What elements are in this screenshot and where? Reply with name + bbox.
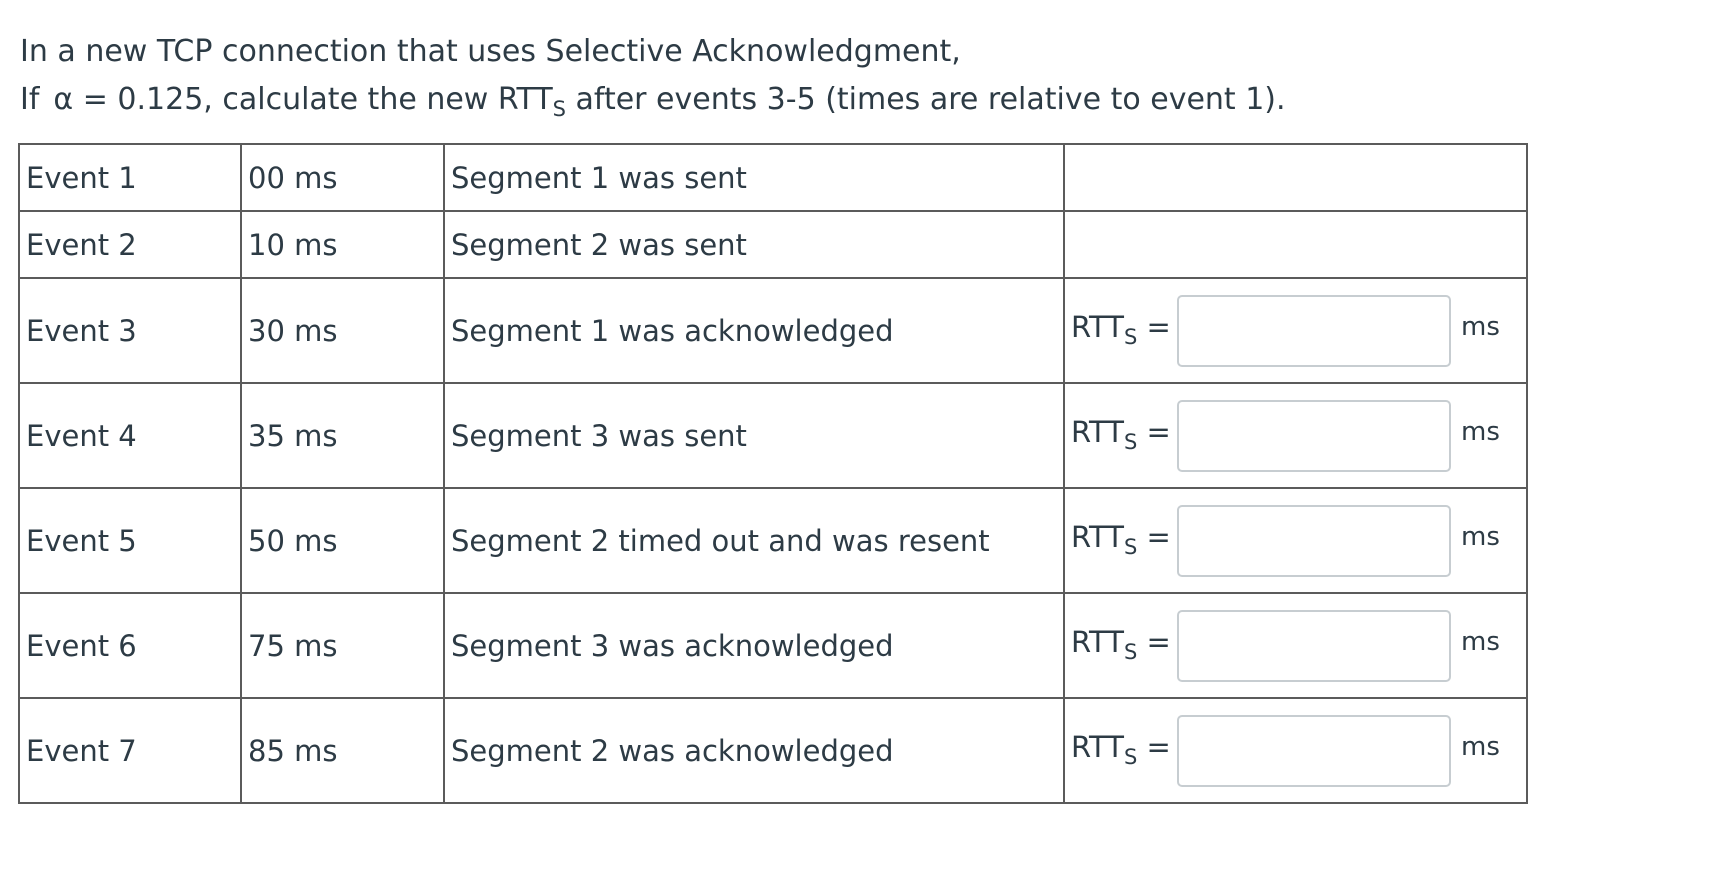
answer-cell: [1064, 488, 1527, 593]
event-time: 00 ms: [241, 144, 444, 211]
rtt-label: [1071, 519, 1177, 559]
rtt-equals: =: [1137, 309, 1171, 344]
events-table: [18, 143, 1528, 804]
event-time: 50 ms: [241, 488, 444, 593]
rtt-label-subscript: S: [1123, 534, 1138, 559]
ms-unit-label: ms: [1461, 626, 1500, 657]
table-row: [19, 144, 1527, 211]
question-alpha: α = 0.125, calculate the new RTT: [53, 82, 553, 117]
ms-unit-label: ms: [1461, 731, 1500, 762]
question-suffix: after events 3-5 (times are relative to event 1).: [566, 82, 1286, 117]
event-description: Segment 3 was acknowledged: [444, 593, 1064, 698]
table-row: [19, 383, 1527, 488]
rtt-answer-group: [1065, 699, 1526, 802]
answer-cell: [1064, 383, 1527, 488]
table-row: [19, 278, 1527, 383]
rtt-answer-input-event-7[interactable]: [1177, 715, 1451, 787]
event-time: 85 ms: [241, 698, 444, 803]
rtt-answer-input-event-3[interactable]: [1177, 295, 1451, 367]
event-name: Event 4: [19, 383, 241, 488]
rtt-equals: =: [1137, 414, 1171, 449]
event-description: Segment 3 was sent: [444, 383, 1064, 488]
rtt-answer-group: [1065, 594, 1526, 697]
event-description: Segment 2 was acknowledged: [444, 698, 1064, 803]
rtt-label-text: RTT: [1071, 414, 1124, 449]
rtt-label-subscript: S: [1123, 744, 1138, 769]
rtt-answer-group: [1065, 489, 1526, 592]
rtt-label-text: RTT: [1071, 309, 1124, 344]
rtt-equals: =: [1137, 729, 1171, 764]
rtt-answer-input-event-6[interactable]: [1177, 610, 1451, 682]
event-name: Event 3: [19, 278, 241, 383]
answer-cell: [1064, 278, 1527, 383]
ms-unit-label: ms: [1461, 311, 1500, 342]
event-time: 35 ms: [241, 383, 444, 488]
rtt-label-text: RTT: [1071, 519, 1124, 554]
question-if: If: [20, 82, 40, 117]
rtt-equals: =: [1137, 519, 1171, 554]
event-time: 30 ms: [241, 278, 444, 383]
ms-unit-label: ms: [1461, 416, 1500, 447]
event-description: Segment 1 was acknowledged: [444, 278, 1064, 383]
rtt-label-subscript: S: [1123, 324, 1138, 349]
table-row: [19, 488, 1527, 593]
event-name: Event 5: [19, 488, 241, 593]
ms-unit-label: ms: [1461, 521, 1500, 552]
event-name: Event 6: [19, 593, 241, 698]
question-line-2: [20, 76, 1286, 124]
rtt-label-subscript: S: [1123, 429, 1138, 454]
rtt-answer-input-event-4[interactable]: [1177, 400, 1451, 472]
event-description: Segment 2 was sent: [444, 211, 1064, 278]
event-time: 10 ms: [241, 211, 444, 278]
rtt-answer-group: [1065, 384, 1526, 487]
event-description: Segment 2 timed out and was resent: [444, 488, 1064, 593]
empty-answer-cell: [1064, 144, 1527, 211]
event-name: Event 2: [19, 211, 241, 278]
event-description: Segment 1 was sent: [444, 144, 1064, 211]
rtt-label-text: RTT: [1071, 624, 1124, 659]
rtt-label: [1071, 414, 1177, 454]
rtt-answer-group: [1065, 279, 1526, 382]
answer-cell: [1064, 593, 1527, 698]
event-time: 75 ms: [241, 593, 444, 698]
table-row: [19, 211, 1527, 278]
rtt-label-text: RTT: [1071, 729, 1124, 764]
answer-cell: [1064, 698, 1527, 803]
question-line-1: In a new TCP connection that uses Selective Acknowledgment,: [20, 34, 961, 69]
table-row: [19, 698, 1527, 803]
empty-answer-cell: [1064, 211, 1527, 278]
question-rtt-subscript: S: [552, 97, 566, 121]
event-name: Event 1: [19, 144, 241, 211]
rtt-equals: =: [1137, 624, 1171, 659]
rtt-label: [1071, 624, 1177, 664]
rtt-label: [1071, 309, 1177, 349]
question-text: [20, 28, 1286, 124]
rtt-label-subscript: S: [1123, 639, 1138, 664]
table-row: [19, 593, 1527, 698]
rtt-label: [1071, 729, 1177, 769]
event-name: Event 7: [19, 698, 241, 803]
rtt-answer-input-event-5[interactable]: [1177, 505, 1451, 577]
